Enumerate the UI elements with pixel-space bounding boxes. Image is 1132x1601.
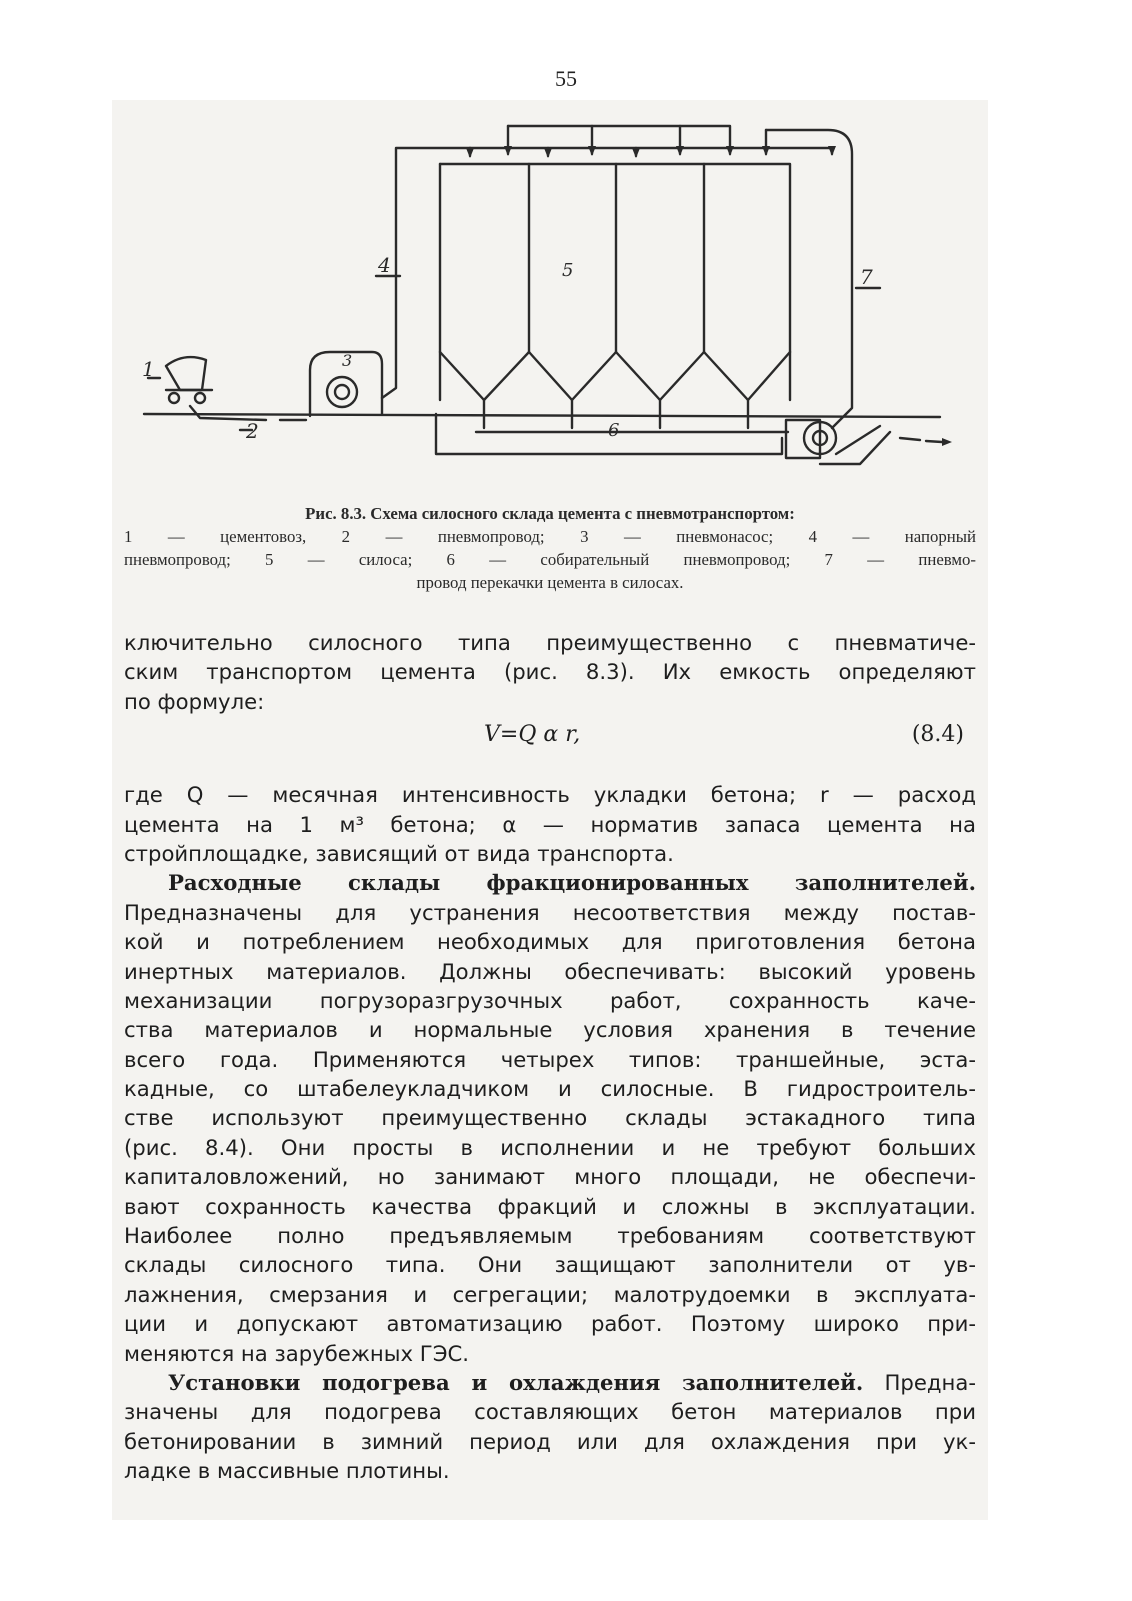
text-line xyxy=(124,1368,976,1397)
pressure-pipe-4 xyxy=(382,148,470,398)
formula-row xyxy=(124,718,976,758)
body-text xyxy=(124,628,976,1486)
text-line: стве используют преимущественно склады эстакадного типа xyxy=(124,1105,976,1131)
ground-line xyxy=(144,414,940,417)
figure-label-7: 7 xyxy=(860,265,873,289)
page-number: 55 xyxy=(555,66,577,91)
figure-label-2: 2 xyxy=(246,419,259,443)
text-line: значены для подогрева составляющих бетон материалов при xyxy=(124,1399,976,1425)
text-line: капиталовложений, но занимают много площади, не обеспечи- xyxy=(124,1164,976,1190)
text-line: стройплощадке, зависящий от вида транспорта. xyxy=(124,840,674,866)
text-line: бетонировании в зимний период или для охлаждения при ук- xyxy=(124,1428,976,1454)
text-line: меняются на зарубежных ГЭС. xyxy=(124,1340,470,1366)
transfer-pipe-7 xyxy=(766,130,852,428)
formula: V=Q α r, xyxy=(484,722,581,748)
cement-truck-1 xyxy=(166,357,206,390)
text-line: ключительно силосного типа преимущественно с пневматиче- xyxy=(124,630,976,655)
text-line: кадные, со штабелеукладчиком и силосные. В гидростроитель- xyxy=(124,1076,976,1102)
text-line: всего года. Применяются четырех типов: траншейные, эста- xyxy=(124,1046,976,1072)
text-line: цемента на 1 м³ бетона; α — норматив запаса цемента на xyxy=(124,811,976,837)
text-line: инертных материалов. Должны обеспечивать: высокий уровень xyxy=(124,958,976,984)
text-line: вают сохранность качества фракций и сложны в эксплуатации. xyxy=(124,1193,976,1219)
text-line: ским транспортом цемента (рис. 8.3). Их емкость определяют xyxy=(124,659,976,685)
text-line: Наиболее полно предъявляемым требованиям соответствуют xyxy=(124,1223,976,1249)
text-line: (рис. 8.4). Они просты в исполнении и не требуют больших xyxy=(124,1134,976,1160)
text-line: по формуле: xyxy=(124,688,265,714)
figure-label-5: 5 xyxy=(562,260,574,281)
text-line: где Q — месячная интенсивность укладки бетона; r — расход xyxy=(124,782,976,808)
figure-caption xyxy=(124,502,976,594)
section-heading: Расходные склады фракционированных заполнителей. xyxy=(168,870,976,896)
text-line: ции и допускают автоматизацию работ. Поэтому широко при- xyxy=(124,1311,976,1337)
caption-line: пневмопровод; 5 — силоса; 6 — собирательный пневмопровод; 7 — пневмо- xyxy=(124,550,976,569)
text-line: механизации погрузоразгрузочных работ, сохранность каче- xyxy=(124,987,976,1013)
figure-label-1: 1 xyxy=(142,357,155,381)
text-line: Предназначены для устранения несоответствия между постав- xyxy=(124,899,976,925)
section-heading: Установки подогрева и охлаждения заполнителей. xyxy=(168,1369,864,1395)
text-line: лажнения, смерзания и сегрегации; малотрудоемки в эксплуата- xyxy=(124,1281,976,1307)
silo-diagram xyxy=(120,108,980,488)
figure-silo-scheme xyxy=(120,108,980,488)
text-line: ладке в массивные плотины. xyxy=(124,1458,450,1484)
text-line: склады силосного типа. Они защищают заполнители от ув- xyxy=(124,1252,976,1278)
text-line: ства материалов и нормальные условия хранения в течение xyxy=(124,1017,976,1043)
text-fragment: Предна- xyxy=(884,1369,976,1395)
caption-title: Рис. 8.3. Схема силосного склада цемента с пневмотранспортом: xyxy=(305,504,795,523)
figure-label-4: 4 xyxy=(378,253,391,277)
formula-number: (8.4) xyxy=(911,722,964,748)
figure-label-3: 3 xyxy=(342,351,353,370)
caption-line: провод перекачки цемента в силосах. xyxy=(416,573,684,592)
figure-label-6: 6 xyxy=(608,420,620,441)
caption-line: 1 — цементовоз, 2 — пневмопровод; 3 — пневмонасос; 4 — напорный xyxy=(124,527,976,546)
text-line: кой и потреблением необходимых для приготовления бетона xyxy=(124,929,976,955)
